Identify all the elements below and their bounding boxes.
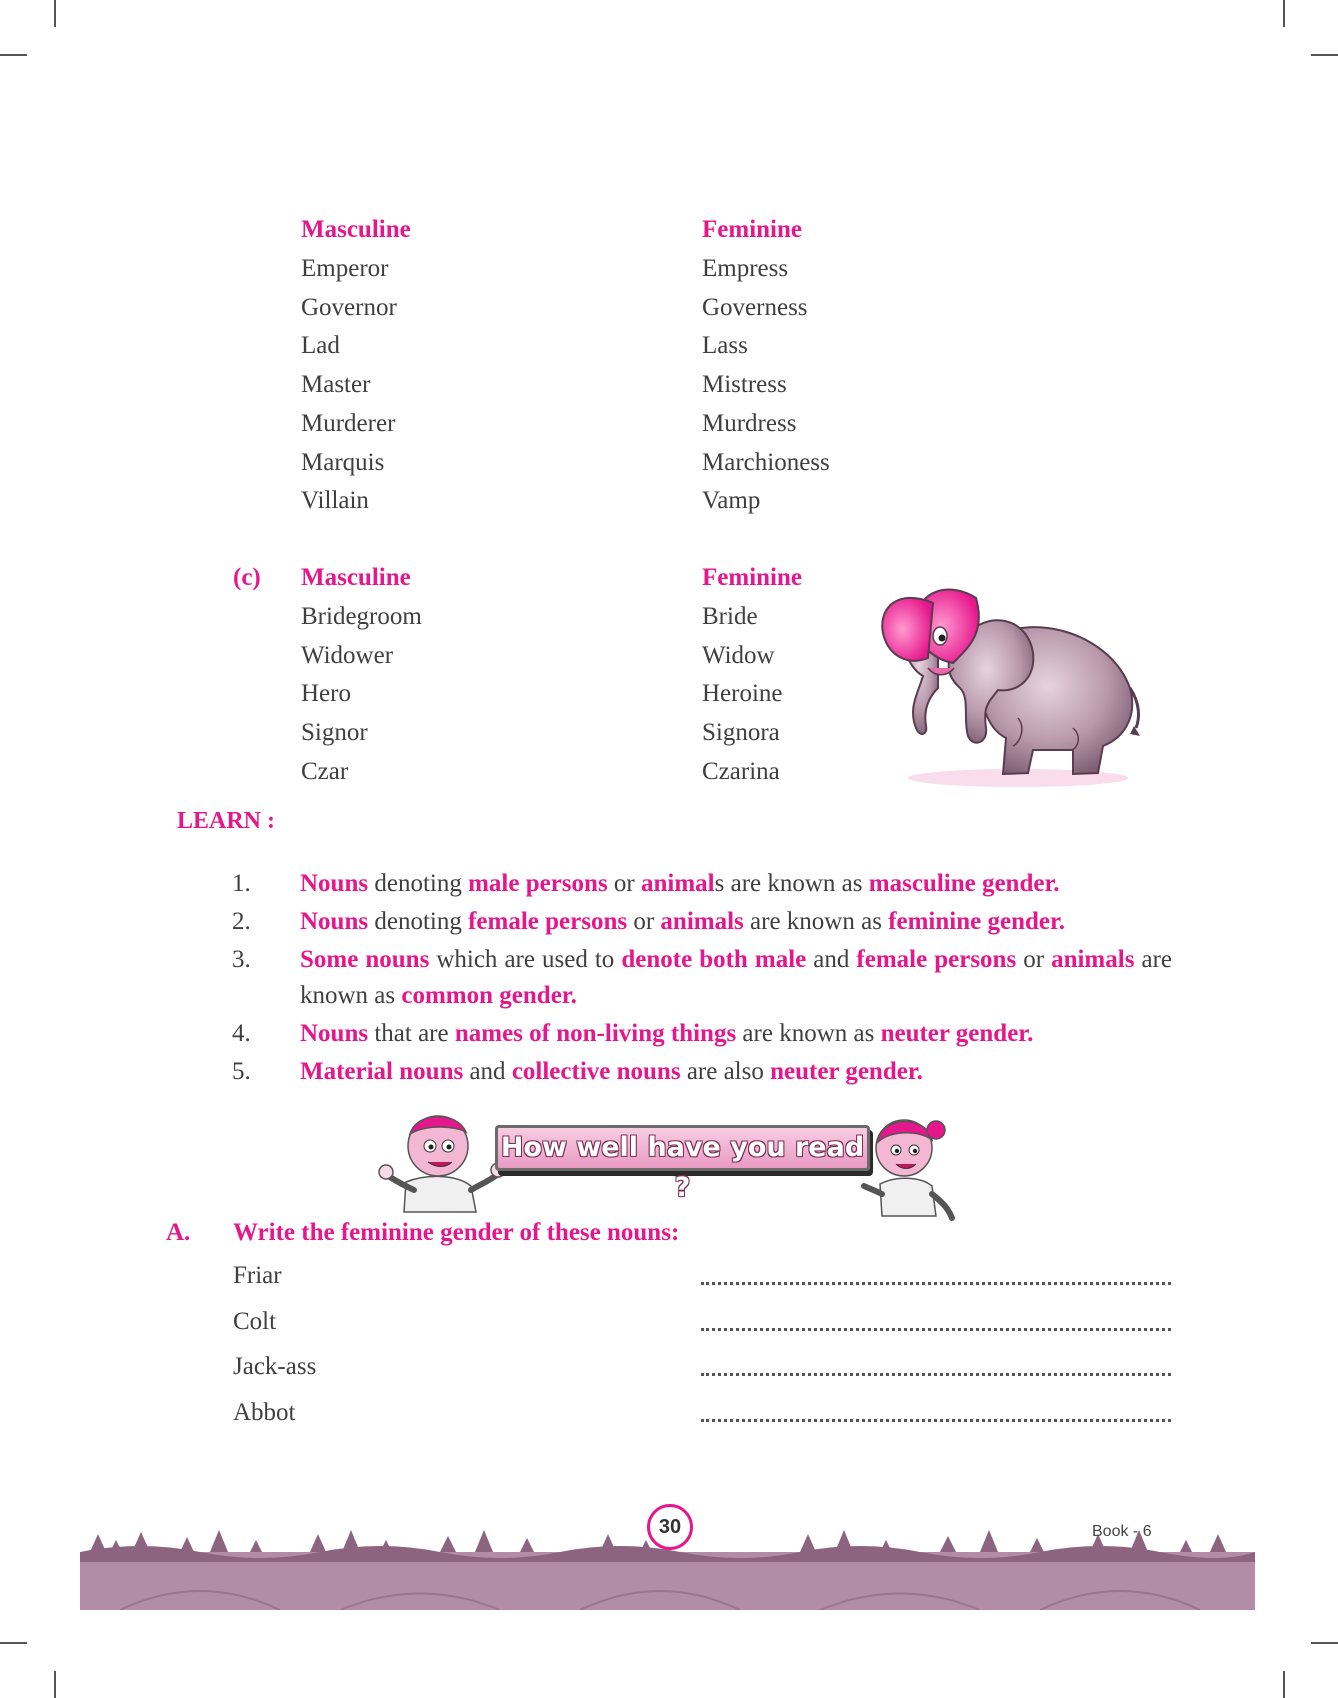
feminine-noun: Murdress [702, 409, 797, 437]
highlight-term: female persons [856, 946, 1017, 973]
masculine-noun: Bridegroom [301, 603, 422, 630]
highlight-term: male persons [468, 870, 608, 897]
feminine-noun: Signora [702, 719, 780, 747]
learn-item-text [300, 904, 1172, 940]
highlight-term: Nouns [300, 870, 369, 897]
exercise-instruction: Write the feminine gender of these nouns: [233, 1219, 680, 1246]
learn-item [232, 866, 1172, 902]
text-run: are known as [736, 1020, 881, 1047]
feminine-noun: Empress [702, 255, 789, 282]
masculine-noun: Governor [301, 293, 397, 321]
masculine-header: Masculine [301, 564, 411, 591]
text-run: are also [680, 1058, 771, 1085]
crop-mark [1311, 1642, 1338, 1644]
exercise-noun: Abbot [233, 1398, 296, 1426]
text-run: or [627, 908, 661, 935]
masculine-noun: Lad [301, 332, 340, 360]
feminine-noun: Lass [702, 332, 748, 360]
how-well-banner: How well have you read ? [495, 1125, 870, 1171]
masculine-noun: Villain [301, 487, 369, 515]
text-run: denoting [368, 908, 469, 935]
masculine-noun: Marquis [301, 448, 385, 476]
text-run: and [463, 1058, 512, 1085]
feminine-header: Feminine [702, 216, 802, 243]
text-run: are known as [743, 908, 889, 935]
highlight-term: Some nouns [300, 946, 430, 973]
exercise-row [233, 1399, 1173, 1439]
text-run: that are [368, 1020, 455, 1047]
highlight-term: Material nouns [300, 1058, 464, 1085]
highlight-term: Nouns [300, 1020, 369, 1047]
exercise-heading [166, 1219, 680, 1247]
highlight-term: common gender. [401, 982, 577, 1009]
exercise-row [233, 1308, 1173, 1348]
learn-list [232, 866, 1172, 1092]
crop-mark [54, 0, 56, 27]
crop-mark [1283, 1671, 1285, 1698]
highlight-term: feminine gender. [888, 908, 1066, 935]
exercise-row [233, 1353, 1173, 1393]
crop-mark [0, 54, 27, 56]
feminine-noun: Mistress [702, 371, 787, 399]
learn-item [232, 1054, 1172, 1090]
feminine-noun: Vamp [702, 487, 761, 515]
page-number: 30 [647, 1504, 693, 1550]
highlight-term: animals [1051, 946, 1135, 973]
masculine-noun: Widower [301, 641, 394, 669]
exercise-noun: Jack-ass [233, 1353, 317, 1380]
highlight-term: Nouns [300, 908, 369, 935]
crop-mark [1283, 0, 1285, 27]
highlight-term: masculine gender. [868, 870, 1060, 897]
highlight-term: neuter gender. [880, 1020, 1034, 1047]
girl-illustration [860, 1104, 960, 1224]
feminine-header: Feminine [702, 564, 802, 591]
highlight-term: neuter gender. [770, 1058, 923, 1085]
highlight-term: animals [660, 908, 744, 935]
learn-item [232, 904, 1172, 940]
section-label: (c) [233, 564, 261, 591]
learn-item-number: 1. [232, 870, 251, 897]
text-run: s are known as [714, 870, 869, 897]
text-run: or [607, 870, 641, 897]
highlight-term: denote both male [621, 946, 807, 973]
highlight-term: collective nouns [511, 1058, 681, 1085]
exercise-noun: Friar [233, 1262, 282, 1289]
answer-blank[interactable] [701, 1282, 1171, 1285]
text-run: and [806, 946, 857, 973]
highlight-term: female persons [468, 908, 628, 935]
exercise-noun: Colt [233, 1307, 277, 1335]
feminine-noun: Heroine [702, 680, 783, 708]
feminine-noun: Bride [702, 603, 758, 630]
learn-item-number: 3. [232, 946, 251, 973]
learn-item-text [300, 1054, 1172, 1090]
answer-blank[interactable] [701, 1373, 1171, 1376]
answer-blank[interactable] [701, 1328, 1171, 1331]
learn-item-text [300, 866, 1172, 902]
exercise-label: A. [166, 1219, 191, 1246]
highlight-term: animal [641, 870, 715, 897]
answer-blank[interactable] [701, 1419, 1171, 1422]
crop-mark [1311, 54, 1338, 56]
learn-item [232, 1016, 1172, 1052]
learn-item-number: 5. [232, 1058, 251, 1085]
feminine-noun: Widow [702, 641, 775, 669]
learn-item-text [300, 1016, 1172, 1052]
learn-item-number: 2. [232, 908, 251, 935]
crop-mark [54, 1671, 56, 1698]
feminine-noun: Czarina [702, 757, 780, 785]
masculine-noun: Signor [301, 719, 368, 747]
text-run: denoting [368, 870, 469, 897]
text-run: which are used to [429, 946, 622, 973]
masculine-noun: Master [301, 371, 371, 399]
learn-item-number: 4. [232, 1020, 251, 1047]
text-run: are known as [300, 946, 1172, 1009]
masculine-noun: Murderer [301, 409, 396, 437]
feminine-noun: Marchioness [702, 448, 830, 476]
learn-heading: LEARN : [177, 808, 276, 834]
exercise-row [233, 1262, 1173, 1302]
masculine-noun: Hero [301, 680, 351, 708]
boy-illustration [376, 1104, 506, 1214]
text-run: or [1016, 946, 1052, 973]
highlight-term: names of non-living things [454, 1020, 737, 1047]
book-label: Book - 6 [1092, 1523, 1152, 1540]
learn-item [232, 942, 1172, 1014]
learn-item-text [300, 942, 1172, 1014]
masculine-noun: Czar [301, 757, 349, 785]
masculine-noun: Emperor [301, 255, 389, 282]
elephant-illustration [868, 578, 1150, 790]
crop-mark [0, 1642, 27, 1644]
masculine-header: Masculine [301, 216, 411, 243]
feminine-noun: Governess [702, 293, 808, 321]
